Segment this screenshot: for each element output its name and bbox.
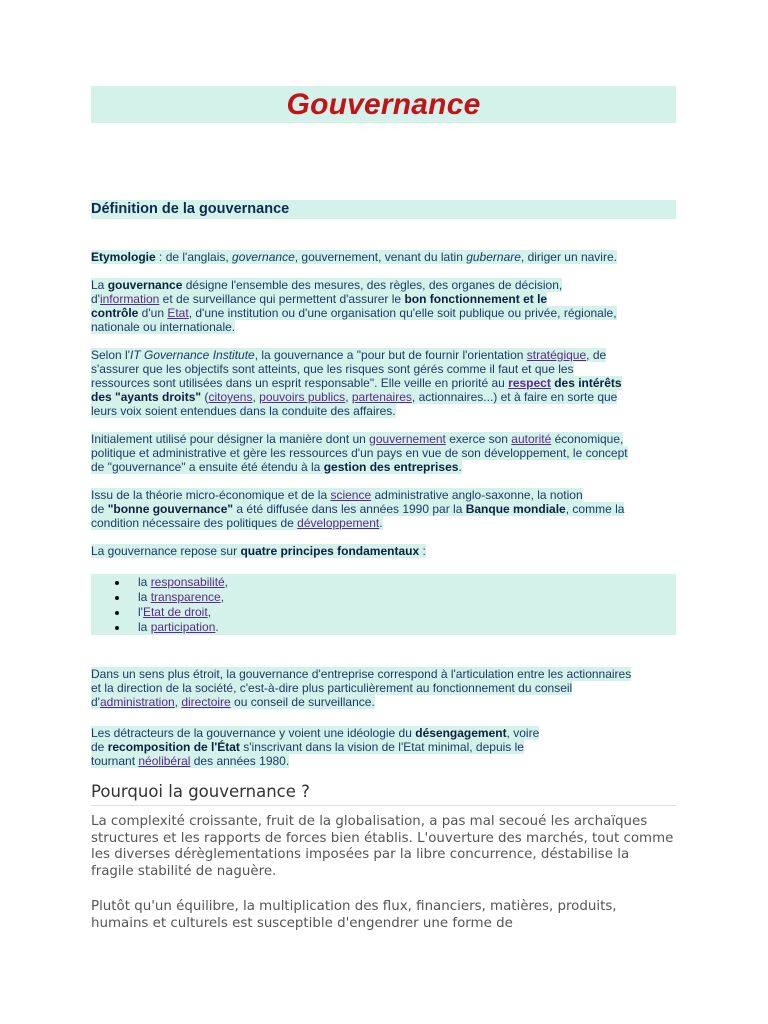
- paragraph-it-governance: [91, 348, 622, 418]
- line: Dans un sens plus étroit, la gouvernance d'entreprise correspond à l'articulation entre les actionnaires: [91, 667, 632, 681]
- line: [91, 278, 562, 292]
- line: [91, 754, 289, 768]
- link-transparence[interactable]: transparence: [150, 590, 221, 604]
- link-developpement[interactable]: développement: [297, 516, 380, 530]
- line: [91, 292, 547, 306]
- text: ,: [207, 605, 212, 619]
- text: a été diffusée dans les années 1990 par la: [233, 502, 466, 516]
- text: Selon l': [91, 348, 130, 362]
- link-science[interactable]: science: [330, 488, 372, 502]
- link-directoire[interactable]: directoire: [181, 695, 231, 709]
- link-gouvernement[interactable]: gouvernement: [369, 432, 446, 446]
- text: économique,: [551, 432, 624, 446]
- text: .: [215, 620, 219, 634]
- link-etat-de-droit[interactable]: Etat de droit: [142, 605, 208, 619]
- text: condition nécessaire des politiques de: [91, 516, 298, 530]
- text: ou conseil de surveillance.: [230, 695, 375, 709]
- line: [91, 376, 622, 390]
- text: ,: [224, 575, 229, 589]
- text: .: [379, 516, 383, 530]
- text: La: [91, 278, 108, 292]
- text: Les détracteurs de la gouvernance y voient une idéologie du: [91, 726, 416, 740]
- line: [91, 516, 383, 530]
- link-strategique[interactable]: stratégique: [526, 348, 587, 362]
- text: de: [91, 740, 108, 754]
- text: des années 1980.: [190, 754, 290, 768]
- text: d': [91, 695, 100, 709]
- text: tournant: [91, 754, 139, 768]
- link-autorite[interactable]: autorité: [511, 432, 552, 446]
- paragraph-gouvernance-entreprise: [91, 667, 631, 709]
- paragraph-principes: [91, 544, 426, 558]
- text: ,: [220, 590, 225, 604]
- text: d': [91, 292, 100, 306]
- line: [91, 390, 617, 404]
- text: , actionnaires...) et à faire en sorte que: [411, 390, 618, 404]
- bold-term: "bonne gouvernance": [107, 502, 234, 516]
- text: administrative anglo-saxonne, la notion: [371, 488, 583, 502]
- bold-term: bon fonctionnement et le: [404, 292, 548, 306]
- text: , diriger un navire.: [520, 250, 617, 264]
- bold-term: gestion des entreprises: [323, 460, 459, 474]
- italic-term: gubernare: [466, 250, 521, 264]
- text: ,: [174, 695, 182, 709]
- bold-term: quatre principes fondamentaux: [240, 544, 420, 558]
- paragraph-detracteurs: [91, 726, 539, 768]
- bullet-icon: [115, 626, 119, 630]
- link-pouvoirs-publics[interactable]: pouvoirs publics: [259, 390, 346, 404]
- bold-term: des intérêts: [550, 376, 622, 390]
- paragraph-bonne-gouvernance: [91, 488, 624, 530]
- link-etat[interactable]: Etat: [167, 306, 189, 320]
- bullet-icon: [115, 581, 119, 585]
- text: l': [138, 605, 143, 619]
- title-banner: [91, 86, 676, 123]
- link-partenaires[interactable]: partenaires: [351, 390, 412, 404]
- text: ,: [345, 390, 352, 404]
- list-item: [91, 605, 676, 620]
- text: s'inscrivant dans la vision de l'Etat minimal, depuis le: [239, 740, 524, 754]
- text: la: [138, 590, 151, 604]
- text: , d'une institution ou d'une organisation qu'elle soit publique ou privée, régionale,: [188, 306, 617, 320]
- text: .: [458, 460, 462, 474]
- link-information[interactable]: information: [99, 292, 160, 306]
- text: La gouvernance repose sur: [91, 544, 241, 558]
- line: [91, 488, 583, 502]
- text: d'un: [138, 306, 168, 320]
- line: politique et administrative et gère les ressources d'un pays en vue de son développement, le concept: [91, 446, 628, 460]
- link-neoliberal[interactable]: néolibéral: [138, 754, 191, 768]
- paragraph-definition: [91, 278, 617, 334]
- text: de "gouvernance" a ensuite été étendu à la: [91, 460, 324, 474]
- text: :: [419, 544, 426, 558]
- text: (: [201, 390, 209, 404]
- line: [91, 460, 462, 474]
- text: , voire: [506, 726, 540, 740]
- paragraph-equilibre: Plutôt qu'un équilibre, la multiplication des flux, financiers, matières, produits, humains et culturels est susceptible d'engendrer une forme de: [91, 899, 617, 931]
- paragraph-initialement: [91, 432, 628, 474]
- list-item: [91, 620, 676, 635]
- link-participation[interactable]: participation: [150, 620, 216, 634]
- text: Initialement utilisé pour désigner la manière dont un: [91, 432, 370, 446]
- line: [91, 695, 375, 709]
- line: [91, 740, 524, 754]
- link-responsabilite[interactable]: responsabilité: [150, 575, 225, 589]
- page-title: Gouvernance: [286, 87, 481, 121]
- section-heading: Définition de la gouvernance: [91, 201, 290, 217]
- text: de: [91, 502, 108, 516]
- bold-term: des "ayants droits": [91, 390, 202, 404]
- text: la: [138, 620, 151, 634]
- section-heading-pourquoi: Pourquoi la gouvernance ?: [91, 782, 676, 806]
- link-administration[interactable]: administration: [99, 695, 175, 709]
- bold-term: contrôle: [91, 306, 139, 320]
- line: [91, 502, 624, 516]
- text: ressources sont utilisées dans un esprit responsable". Elle veille en priorité au: [91, 376, 509, 390]
- text: la: [138, 575, 151, 589]
- bold-term: gouvernance: [107, 278, 183, 292]
- list-item: [91, 575, 676, 590]
- line: [91, 348, 606, 362]
- text: exerce son: [445, 432, 512, 446]
- text: : de l'anglais,: [155, 250, 233, 264]
- principles-list: [91, 574, 676, 635]
- link-citoyens[interactable]: citoyens: [208, 390, 253, 404]
- bullet-icon: [115, 611, 119, 615]
- etymology-label: Etymologie: [91, 250, 156, 264]
- text: désigne l'ensemble des mesures, des règles, des organes de décision,: [182, 278, 563, 292]
- etymology-line: [91, 250, 617, 264]
- link-respect[interactable]: respect: [508, 376, 551, 390]
- line: s'assurer que les objectifs sont atteints, que les risques sont gérés comme il faut et que les: [91, 362, 574, 376]
- italic-term: governance: [232, 250, 295, 264]
- paragraph-etymology: [91, 250, 617, 264]
- line: [91, 726, 539, 740]
- line: leurs voix soient entendues dans la conduite des affaires.: [91, 404, 396, 418]
- bold-term: Banque mondiale: [465, 502, 566, 516]
- text: ,: [252, 390, 260, 404]
- italic-term: IT Governance Institute: [129, 348, 255, 362]
- line: nationale ou internationale.: [91, 320, 236, 334]
- line: [91, 544, 426, 558]
- line: [91, 432, 623, 446]
- line: et la direction de la société, c'est-à-dire plus particulièrement au fonctionnement du conseil: [91, 681, 573, 695]
- text: , gouvernement, venant du latin: [294, 250, 467, 264]
- bold-term: désengagement: [415, 726, 507, 740]
- section-banner: [91, 200, 676, 219]
- text: Issu de la théorie micro-économique et de la: [91, 488, 331, 502]
- text: et de surveillance qui permettent d'assurer le: [159, 292, 405, 306]
- line: [91, 306, 617, 320]
- bold-term: recomposition de l'État: [107, 740, 240, 754]
- paragraph-complexite: La complexité croissante, fruit de la globalisation, a pas mal secoué les archaïques structures et les rapports de forces bien établis. L'ouverture des marchés, tout comme les diverses dérèglementations imposées par la libre concurrence, déstabilise la fragile stabilité de naguère.: [91, 814, 674, 879]
- list-item: [91, 590, 676, 605]
- text: , comme la: [565, 502, 625, 516]
- text: , de: [586, 348, 607, 362]
- bullet-icon: [115, 596, 119, 600]
- text: , la gouvernance a "pour but de fournir l'orientation: [254, 348, 527, 362]
